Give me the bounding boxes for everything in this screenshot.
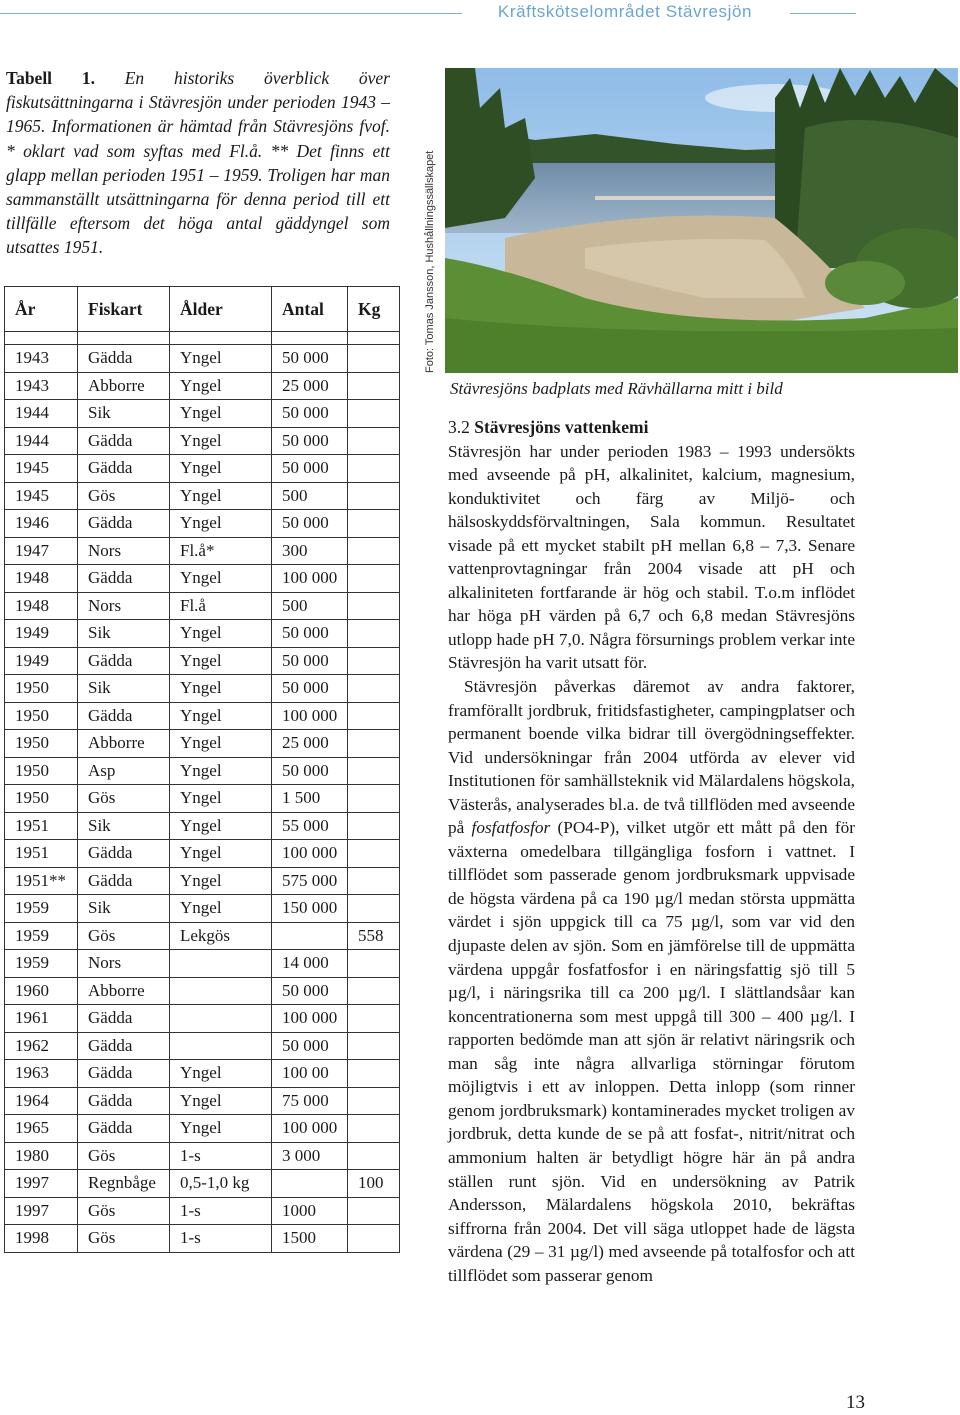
table-row: [5, 922, 400, 950]
cell-age: 1-s: [170, 1225, 272, 1253]
cell-age: Fl.å: [170, 592, 272, 620]
cell-year: 1959: [5, 950, 78, 978]
cell-species: Gädda: [78, 1060, 170, 1088]
section-heading: [448, 416, 855, 440]
cell-species: Abborre: [78, 977, 170, 1005]
cell-count: 100 000: [272, 1115, 348, 1143]
table-spacer-cell: [170, 332, 272, 345]
cell-count: 50 000: [272, 977, 348, 1005]
cell-year: 1949: [5, 647, 78, 675]
cell-kg: [348, 510, 400, 538]
running-header: [0, 0, 960, 30]
table-row: [5, 785, 400, 813]
cell-age: Yngel: [170, 840, 272, 868]
cell-kg: [348, 592, 400, 620]
cell-kg: [348, 647, 400, 675]
cell-species: Gädda: [78, 1115, 170, 1143]
col-header-age: Ålder: [170, 287, 272, 332]
table-spacer-cell: [272, 332, 348, 345]
cell-age: Yngel: [170, 675, 272, 703]
table-row: [5, 840, 400, 868]
cell-kg: [348, 537, 400, 565]
table-row: [5, 867, 400, 895]
cell-age: Yngel: [170, 1060, 272, 1088]
col-header-kg: Kg: [348, 287, 400, 332]
table-caption-label: Tabell 1.: [6, 68, 95, 88]
cell-species: Gädda: [78, 345, 170, 373]
cell-count: 50 000: [272, 647, 348, 675]
cell-kg: 558: [348, 922, 400, 950]
cell-count: 50 000: [272, 757, 348, 785]
section-title: Stävresjöns vattenkemi: [474, 417, 649, 437]
cell-kg: [348, 620, 400, 648]
table-row: [5, 1225, 400, 1253]
cell-age: Yngel: [170, 565, 272, 593]
cell-species: Gädda: [78, 1032, 170, 1060]
cell-year: 1951**: [5, 867, 78, 895]
cell-species: Gös: [78, 922, 170, 950]
table-row: [5, 565, 400, 593]
table-row: [5, 1087, 400, 1115]
cell-kg: [348, 1087, 400, 1115]
cell-kg: [348, 1032, 400, 1060]
cell-year: 1950: [5, 675, 78, 703]
table-row: [5, 372, 400, 400]
table-row: [5, 647, 400, 675]
cell-species: Regnbåge: [78, 1170, 170, 1198]
table-spacer-cell: [5, 332, 78, 345]
cell-species: Gädda: [78, 510, 170, 538]
lake-photo-image: [445, 68, 958, 373]
table-body: [5, 332, 400, 1253]
cell-count: 14 000: [272, 950, 348, 978]
table-caption: [6, 66, 390, 260]
cell-species: Sik: [78, 620, 170, 648]
stocking-table: [4, 286, 400, 1253]
cell-count: 50 000: [272, 455, 348, 483]
table-row: [5, 1170, 400, 1198]
cell-year: 1948: [5, 565, 78, 593]
table-row: [5, 895, 400, 923]
header-rule-right: [790, 13, 856, 14]
cell-kg: [348, 950, 400, 978]
cell-year: 1998: [5, 1225, 78, 1253]
cell-age: Yngel: [170, 867, 272, 895]
cell-year: 1959: [5, 922, 78, 950]
table-row: [5, 1115, 400, 1143]
cell-species: Sik: [78, 400, 170, 428]
table-row: [5, 1060, 400, 1088]
cell-count: 100 000: [272, 840, 348, 868]
cell-age: Fl.å*: [170, 537, 272, 565]
cell-age: Yngel: [170, 482, 272, 510]
cell-species: Gädda: [78, 867, 170, 895]
cell-species: Nors: [78, 537, 170, 565]
photo-caption: Stävresjöns badplats med Rävhällarna mitt i bild: [450, 379, 783, 398]
cell-kg: [348, 730, 400, 758]
cell-species: Gädda: [78, 840, 170, 868]
cell-count: 100 000: [272, 702, 348, 730]
table-row: [5, 730, 400, 758]
cell-year: 1949: [5, 620, 78, 648]
cell-age: Yngel: [170, 730, 272, 758]
cell-species: Gädda: [78, 565, 170, 593]
table-row: [5, 1032, 400, 1060]
cell-age: Yngel: [170, 812, 272, 840]
table-row: [5, 427, 400, 455]
cell-kg: [348, 867, 400, 895]
cell-count: 50 000: [272, 620, 348, 648]
cell-count: [272, 1170, 348, 1198]
cell-age: Yngel: [170, 785, 272, 813]
cell-kg: [348, 400, 400, 428]
cell-year: 1965: [5, 1115, 78, 1143]
cell-kg: [348, 455, 400, 483]
cell-age: 1-s: [170, 1142, 272, 1170]
photo-credit: Foto: Tomas Jansson, Hushållningssällskapet: [424, 150, 436, 373]
cell-kg: 100: [348, 1170, 400, 1198]
cell-year: 1964: [5, 1087, 78, 1115]
cell-kg: [348, 1142, 400, 1170]
table-caption-text: En historiks överblick över fiskutsättningarna i Stävresjön under perioden 1943 – 1965. Informationen är hämtad från Stävresjöns fvof. * oklart vad som syftas med Fl.å. ** Det finns ett glapp mellan perioden 1951 – 1959. Troligen har man sammanställt utsättningarna för denna period till ett tillfälle eftersom det höga antal gäddyngel som utsattes 1951.: [6, 68, 390, 258]
cell-kg: [348, 757, 400, 785]
cell-species: Abborre: [78, 730, 170, 758]
cell-kg: [348, 785, 400, 813]
section-water-chemistry: [448, 416, 855, 1287]
cell-count: 100 000: [272, 1005, 348, 1033]
cell-count: 100 00: [272, 1060, 348, 1088]
cell-year: 1944: [5, 400, 78, 428]
cell-year: 1959: [5, 895, 78, 923]
cell-age: Yngel: [170, 372, 272, 400]
cell-count: 1500: [272, 1225, 348, 1253]
cell-age: 0,5-1,0 kg: [170, 1170, 272, 1198]
cell-count: 50 000: [272, 345, 348, 373]
cell-age: Yngel: [170, 345, 272, 373]
cell-count: 25 000: [272, 730, 348, 758]
cell-age: [170, 1032, 272, 1060]
paragraph-2-part-b: (PO4-P), vilket utgör ett mått på den för växterna omedelbara tillgängliga fosforn i vattnet. I tillflödet som passerade genom jordbruksmark uppvisade de högsta värdena på ca 190 µg/l medan största uppmätta värdet i sjön uppgick till ca 75 µg/l, som var vid den djupaste delen av sjön. Som en jämförelse till de uppmätta värdena uppgår fosfatfosfor i en näringsfattig sjö till 5 µg/l, i näringsrika till ca 200 µg/l. I slättlandsåar kan koncentrationerna som mest uppgå till 300 – 400 µg/l. I rapporten bedömde man att sjön är relativt näringsrik och man såg inte några allvarliga störningar förutom möjligtvis i ett av inloppen. Detta inlopp (som rinner genom jordbruksmark) kontaminerades mycket troligen av jordbruk, detta kunde de se på att fosfat-, nitrit/nitrat och ammonium halten är betydligt högre här än på andra ställen runt sjön. Vid en undersökning av Patrik Andersson, Mälardalens högskola 2010, bekräftas siffrorna från 2004. Det vill säga utloppet hade de lägsta värdena (29 – 31 µg/l) med avseende på totalfosfor och att tillflödet som passerar genom: [448, 818, 855, 1285]
cell-kg: [348, 565, 400, 593]
cell-species: Sik: [78, 812, 170, 840]
cell-count: 1 500: [272, 785, 348, 813]
cell-year: 1963: [5, 1060, 78, 1088]
cell-species: Gädda: [78, 1005, 170, 1033]
cell-species: Abborre: [78, 372, 170, 400]
cell-count: 300: [272, 537, 348, 565]
cell-age: [170, 1005, 272, 1033]
paragraph-2-italic-term: fosfatfosfor: [471, 818, 551, 838]
cell-kg: [348, 1115, 400, 1143]
cell-age: 1-s: [170, 1197, 272, 1225]
col-header-species: Fiskart: [78, 287, 170, 332]
table-row: [5, 400, 400, 428]
cell-species: Gädda: [78, 702, 170, 730]
cell-kg: [348, 702, 400, 730]
cell-count: 55 000: [272, 812, 348, 840]
header-title: Kräftskötselområdet Stävresjön: [497, 2, 753, 21]
cell-species: Gös: [78, 1197, 170, 1225]
header-rule-left: [0, 13, 462, 14]
table-row: [5, 592, 400, 620]
paragraph-1: Stävresjön har under perioden 1983 – 1993 undersökts med avseende på pH, alkalinitet, kalcium, magnesium, konduktivitet och färg av Miljö- och hälsoskyddsförvaltningen, Sala kommun. Resultatet visade på ett mycket stabilt pH mellan 6,8 – 7,3. Senare vattenprovtagningar från 2004 visade att pH och alkaliniteten fortfarande är hög och stabil. T.o.m inflödet har höga pH värden på 6,7 och 6,8 medan Stävresjöns utlopp hade pH 7,0. Några försurnings problem verkar inte Stävresjön ha varit utsatt för.: [448, 441, 855, 673]
cell-year: 1944: [5, 427, 78, 455]
cell-count: 50 000: [272, 400, 348, 428]
cell-kg: [348, 427, 400, 455]
col-header-count: Antal: [272, 287, 348, 332]
cell-age: Yngel: [170, 1087, 272, 1115]
cell-year: 1997: [5, 1170, 78, 1198]
cell-count: 50 000: [272, 675, 348, 703]
cell-count: 3 000: [272, 1142, 348, 1170]
cell-age: Yngel: [170, 757, 272, 785]
paragraph-2: [448, 675, 855, 1287]
cell-kg: [348, 345, 400, 373]
cell-species: Gädda: [78, 1087, 170, 1115]
table-spacer-cell: [348, 332, 400, 345]
cell-species: Asp: [78, 757, 170, 785]
cell-year: 1947: [5, 537, 78, 565]
cell-year: 1948: [5, 592, 78, 620]
cell-count: 50 000: [272, 510, 348, 538]
cell-year: 1960: [5, 977, 78, 1005]
cell-age: [170, 950, 272, 978]
table-row: [5, 345, 400, 373]
cell-age: Lekgös: [170, 922, 272, 950]
cell-species: Gös: [78, 785, 170, 813]
cell-year: 1961: [5, 1005, 78, 1033]
cell-age: Yngel: [170, 620, 272, 648]
cell-year: 1997: [5, 1197, 78, 1225]
cell-year: 1943: [5, 345, 78, 373]
cell-year: 1962: [5, 1032, 78, 1060]
cell-kg: [348, 1225, 400, 1253]
cell-age: Yngel: [170, 455, 272, 483]
cell-count: [272, 922, 348, 950]
cell-count: 50 000: [272, 1032, 348, 1060]
cell-species: Nors: [78, 950, 170, 978]
cell-species: Gädda: [78, 647, 170, 675]
cell-kg: [348, 1060, 400, 1088]
cell-species: Gädda: [78, 427, 170, 455]
cell-kg: [348, 977, 400, 1005]
table-row: [5, 1197, 400, 1225]
cell-species: Gädda: [78, 455, 170, 483]
table-row: [5, 620, 400, 648]
lake-photo: [445, 68, 958, 373]
table-row: [5, 455, 400, 483]
table-header-row: [5, 287, 400, 332]
cell-count: 1000: [272, 1197, 348, 1225]
cell-species: Sik: [78, 895, 170, 923]
cell-year: 1950: [5, 730, 78, 758]
cell-year: 1950: [5, 757, 78, 785]
table-spacer-cell: [78, 332, 170, 345]
section-number: 3.2: [448, 417, 470, 437]
table-row: [5, 675, 400, 703]
cell-age: Yngel: [170, 427, 272, 455]
cell-species: Nors: [78, 592, 170, 620]
table-row: [5, 812, 400, 840]
cell-age: Yngel: [170, 702, 272, 730]
table-row: [5, 950, 400, 978]
cell-count: 75 000: [272, 1087, 348, 1115]
cell-year: 1951: [5, 812, 78, 840]
table-row: [5, 482, 400, 510]
cell-kg: [348, 812, 400, 840]
cell-age: Yngel: [170, 400, 272, 428]
table-row: [5, 1142, 400, 1170]
table-spacer-row: [5, 332, 400, 345]
cell-kg: [348, 372, 400, 400]
cell-species: Gös: [78, 1225, 170, 1253]
cell-count: 150 000: [272, 895, 348, 923]
cell-count: 100 000: [272, 565, 348, 593]
cell-kg: [348, 895, 400, 923]
cell-count: 500: [272, 482, 348, 510]
cell-age: Yngel: [170, 895, 272, 923]
table-row: [5, 537, 400, 565]
cell-age: Yngel: [170, 647, 272, 675]
table-row: [5, 757, 400, 785]
cell-count: 50 000: [272, 427, 348, 455]
cell-species: Gös: [78, 1142, 170, 1170]
cell-kg: [348, 675, 400, 703]
cell-kg: [348, 840, 400, 868]
cell-year: 1950: [5, 785, 78, 813]
col-header-year: År: [5, 287, 78, 332]
cell-year: 1950: [5, 702, 78, 730]
cell-age: Yngel: [170, 1115, 272, 1143]
cell-kg: [348, 482, 400, 510]
cell-count: 25 000: [272, 372, 348, 400]
cell-species: Sik: [78, 675, 170, 703]
cell-age: Yngel: [170, 510, 272, 538]
cell-age: [170, 977, 272, 1005]
cell-species: Gös: [78, 482, 170, 510]
cell-year: 1980: [5, 1142, 78, 1170]
cell-year: 1943: [5, 372, 78, 400]
cell-year: 1946: [5, 510, 78, 538]
table-row: [5, 977, 400, 1005]
paragraph-2-part-a: Stävresjön påverkas däremot av andra faktorer, framförallt jordbruk, fritidsfastigheter, campingplatser och permanent boende vilka bidrar till övergödningseffekter. Vid undersökningar från 2004 utförda av elever vid Institutionen för samhällsteknik vid Mälardalens högskola, Västerås, analyserades bl.a. de två tillflöden med avseende på: [448, 677, 855, 838]
cell-year: 1945: [5, 482, 78, 510]
table-row: [5, 702, 400, 730]
cell-count: 500: [272, 592, 348, 620]
cell-kg: [348, 1005, 400, 1033]
page-number: 13: [846, 1392, 865, 1413]
cell-year: 1951: [5, 840, 78, 868]
cell-count: 575 000: [272, 867, 348, 895]
table-row: [5, 510, 400, 538]
cell-year: 1945: [5, 455, 78, 483]
cell-kg: [348, 1197, 400, 1225]
table-row: [5, 1005, 400, 1033]
